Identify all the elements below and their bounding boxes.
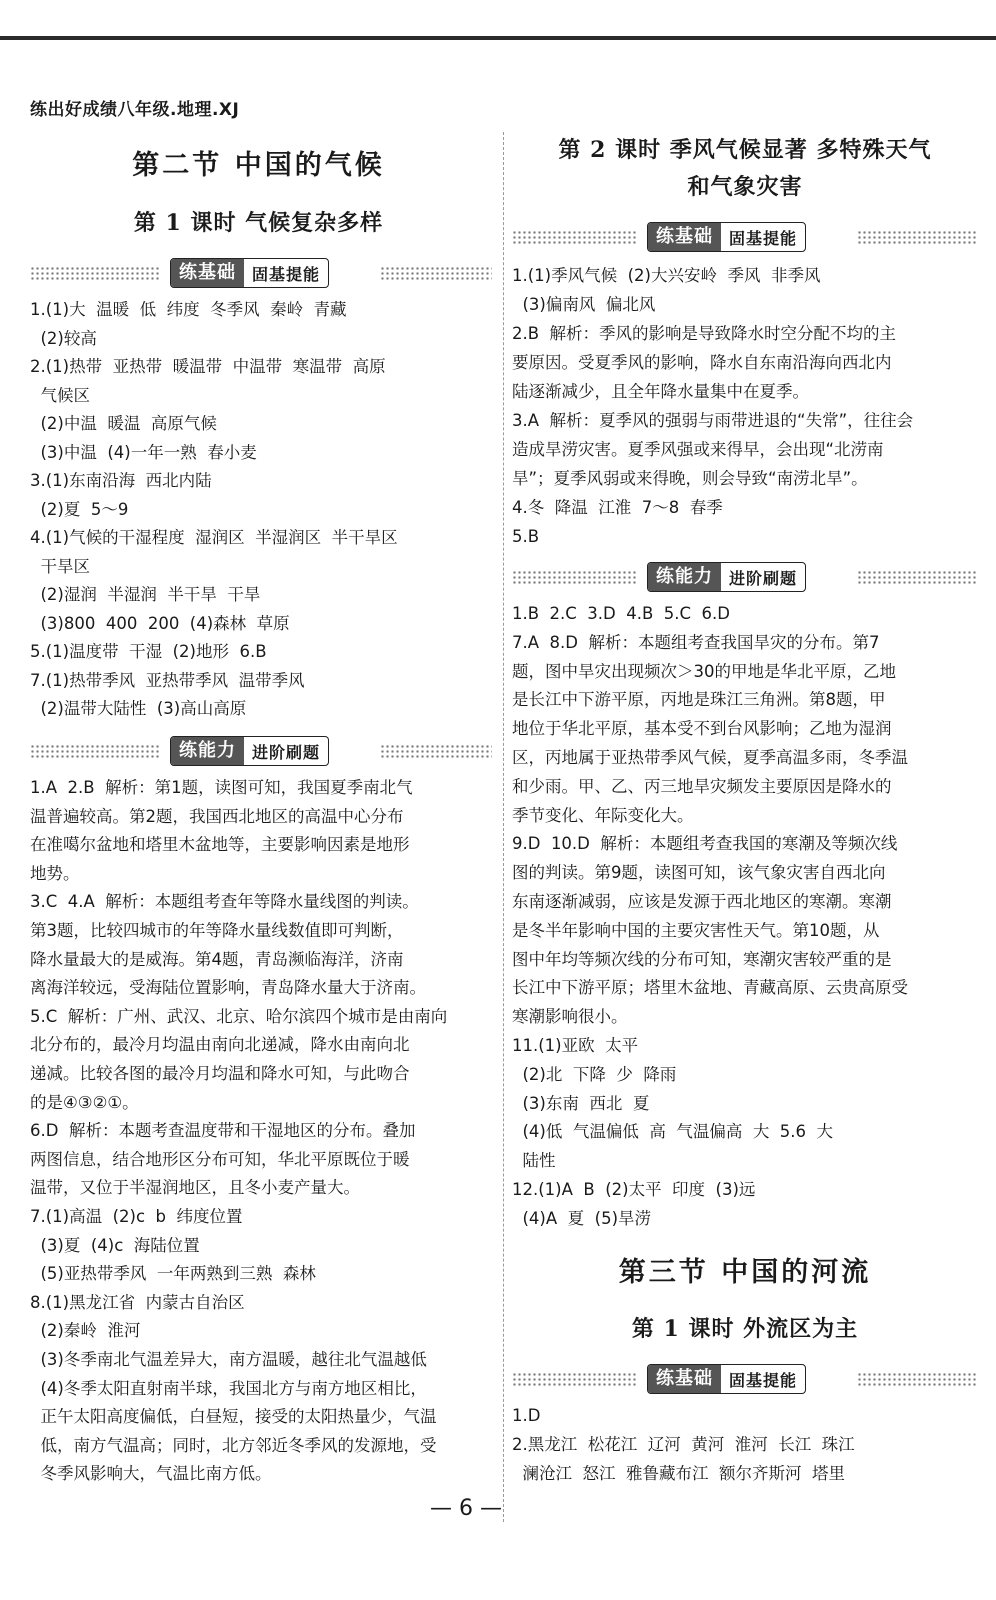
- band-key: 练基础: [648, 1365, 721, 1393]
- lesson-title: 第 1 课时 气候复杂多样: [133, 210, 384, 236]
- answer-line: (2)北 下降 少 降雨: [512, 1064, 677, 1084]
- band-tag: [647, 562, 806, 592]
- answer-line: 2.黑龙江 松花江 辽河 黄河 淮河 长江 珠江: [512, 1435, 855, 1454]
- section-title-3: 第三节 中国的河流: [618, 1257, 872, 1288]
- answer-line: 寒潮影响很小。: [512, 1007, 628, 1027]
- dot-fill-left: [512, 1372, 637, 1386]
- dot-fill-left: [30, 744, 160, 758]
- answer-line: 澜沧江 怒江 雅鲁藏布江 额尔齐斯河 塔里: [512, 1464, 845, 1483]
- answer-line: 1.(1)大 温暖 低 纬度 冬季风 秦岭 青藏: [30, 300, 347, 319]
- answer-line: 的是④③②①。: [30, 1092, 139, 1112]
- column-divider: [503, 132, 504, 1522]
- answer-line: 北分布的，最冷月均温由南向北递减，降水由南向北: [30, 1035, 410, 1055]
- answer-line: 11.(1)亚欧 太平: [512, 1036, 639, 1055]
- answer-line: 陆性: [512, 1151, 556, 1171]
- answer-line: (3)夏 (4)c 海陆位置: [30, 1235, 200, 1255]
- band-key: 练能力: [171, 737, 244, 765]
- answer-line: (3)中温 (4)一年一熟 春小麦: [30, 442, 257, 462]
- answer-line: 3.C 4.A 解析：本题组考查年等降水量线图的判读。: [30, 892, 419, 912]
- answer-line: 气候区: [30, 385, 90, 405]
- dot-fill-left: [512, 230, 637, 244]
- band-sub: 进阶刷题: [729, 568, 798, 588]
- band-ability-2: [512, 562, 982, 592]
- answer-line: 6.D 解析：本题考查温度带和干湿地区的分布。叠加: [30, 1121, 416, 1141]
- band-tag: [647, 1364, 806, 1394]
- band-ability: [30, 736, 492, 766]
- answer-line: 7.(1)热带季风 亚热带季风 温带季风: [30, 670, 305, 690]
- answer-line: (2)夏 5～9: [30, 499, 129, 519]
- answer-line: 5.C 解析：广州、武汉、北京、哈尔滨四个城市是由南向: [30, 1006, 448, 1026]
- answer-line: 3.A 解析：夏季风的强弱与雨带进退的“失常”，往往会: [512, 411, 914, 430]
- answer-line: 干旱区: [30, 556, 90, 576]
- lesson-title-3: 第 1 课时 外流区为主: [631, 1316, 859, 1342]
- answer-line: (4)A 夏 (5)旱涝: [512, 1208, 652, 1228]
- answer-line: 9.D 10.D 解析：本题组考查我国的寒潮及等频次线: [512, 834, 898, 854]
- answer-line: 造成旱涝灾害。夏季风强或来得早，会出现“北涝南: [512, 440, 884, 459]
- answer-line: 降水量最大的是威海。第4题，青岛濒临海洋，济南: [30, 949, 404, 969]
- dot-fill-right: [857, 230, 977, 244]
- top-rule: [0, 36, 996, 40]
- answer-line: 12.(1)A B (2)太平 印度 (3)远: [512, 1180, 756, 1199]
- answer-line: (3)800 400 200 (4)森林 草原: [30, 613, 290, 633]
- answer-line: 地位于华北平原，基本受不到台风影响；乙地为湿润: [512, 719, 892, 739]
- answer-line: (4)低 气温偏低 高 气温偏高 大 5.6 大: [512, 1122, 834, 1142]
- band-sub: 固基提能: [252, 264, 321, 284]
- answer-line: 冬季风影响大，气温比南方低。: [30, 1464, 272, 1484]
- lesson-title-2-line1: 第 2 课时 季风气候显著 多特殊天气: [558, 137, 932, 163]
- answer-line: (4)冬季太阳直射南半球，我国北方与南方地区相比，: [30, 1378, 427, 1398]
- answer-line: (2)温带大陆性 (3)高山高原: [30, 699, 247, 718]
- answer-line: (2)湿润 半湿润 半干旱 干旱: [30, 585, 261, 604]
- lesson-title-2-line2: 和气象灾害: [687, 174, 803, 200]
- answer-line: (2)中温 暖温 高原气候: [30, 414, 217, 433]
- answer-line: 季节变化、年际变化大。: [512, 805, 694, 825]
- answer-line: 是冬半年影响中国的主要灾害性天气。第10题，从: [512, 920, 880, 940]
- answer-line: 1.B 2.C 3.D 4.B 5.C 6.D: [512, 604, 730, 623]
- answer-line: (2)较高: [30, 328, 97, 348]
- band-key: 练基础: [171, 259, 244, 287]
- band-tag: [170, 736, 329, 766]
- answer-line: (5)亚热带季风 一年两熟到三熟 森林: [30, 1264, 316, 1284]
- band-basic: [30, 258, 492, 288]
- dot-fill-right: [380, 266, 492, 280]
- answer-line: (3)东南 西北 夏: [512, 1093, 650, 1113]
- answer-line: 两图信息，结合地形区分布可知，华北平原既位于暖: [30, 1149, 410, 1169]
- answer-line: 题，图中旱灾出现频次＞30的甲地是华北平原，乙地: [512, 661, 896, 681]
- answer-line: 5.(1)温度带 干湿 (2)地形 6.B: [30, 642, 267, 661]
- dot-fill-right: [857, 1372, 977, 1386]
- band-key: 练能力: [648, 563, 721, 591]
- answer-line: 图的判读。第9题，读图可知，该气象灾害自西北向: [512, 863, 886, 883]
- answer-line: 温普遍较高。第2题，我国西北地区的高温中心分布: [30, 806, 404, 826]
- answer-line: 旱”；夏季风弱或来得晚，则会导致“南涝北旱”。: [512, 469, 868, 488]
- answer-line: 温带，又位于半湿润地区，且冬小麦产量大。: [30, 1178, 360, 1198]
- answer-line: 5.B: [512, 527, 540, 546]
- answer-line: 2.B 解析：季风的影响是导致降水时空分配不均的主: [512, 324, 897, 343]
- answer-line: 7.A 8.D 解析：本题组考查我国旱灾的分布。第7: [512, 632, 880, 652]
- band-tag: [647, 222, 806, 252]
- band-sub: 进阶刷题: [252, 742, 321, 762]
- band-sub: 固基提能: [729, 1370, 798, 1390]
- answer-line: 和少雨。甲、乙、丙三地旱灾频发主要原因是降水的: [512, 776, 892, 796]
- answer-line: 3.(1)东南沿海 西北内陆: [30, 471, 212, 490]
- answer-line: 要原因。受夏季风的影响，降水自东南沿海向西北内: [512, 353, 892, 372]
- answer-line: 第3题，比较四城市的年等降水量线数值即可判断，: [30, 921, 404, 940]
- answer-line: 在准噶尔盆地和塔里木盆地等，主要影响因素是地形: [30, 835, 410, 855]
- dot-fill-left: [30, 266, 160, 280]
- band-key: 练基础: [648, 223, 721, 251]
- answer-line: 离海洋较远，受海陆位置影响，青岛降水量大于济南。: [30, 978, 426, 998]
- dot-fill-right: [857, 570, 977, 584]
- answer-line: 8.(1)黑龙江省 内蒙古自治区: [30, 1292, 245, 1312]
- answer-line: 陆逐渐减少，且全年降水量集中在夏季。: [512, 382, 809, 401]
- answer-line: 4.(1)气候的干湿程度 湿润区 半湿润区 半干旱区: [30, 528, 398, 547]
- answer-line: (2)秦岭 淮河: [30, 1321, 141, 1341]
- book-header: 练出好成绩八年级.地理.XJ: [30, 100, 240, 120]
- answer-line: 低，南方气温高；同时，北方邻近冬季风的发源地，受: [30, 1435, 437, 1455]
- answer-line: 长江中下游平原；塔里木盆地、青藏高原、云贵高原受: [512, 978, 908, 998]
- answer-line: 是长江中下游平原，丙地是珠江三角洲。第8题，甲: [512, 690, 886, 710]
- answer-line: 4.冬 降温 江淮 7～8 春季: [512, 498, 723, 517]
- band-basic-2: [512, 222, 982, 252]
- band-tag: [170, 258, 329, 288]
- answer-line: 2.(1)热带 亚热带 暖温带 中温带 寒温带 高原: [30, 357, 386, 376]
- band-basic-3: [512, 1364, 982, 1394]
- answer-line: 1.D: [512, 1406, 541, 1425]
- answer-line: 正午太阳高度偏低，白昼短，接受的太阳热量少，气温: [30, 1407, 437, 1427]
- answer-line: 7.(1)高温 (2)c b 纬度位置: [30, 1207, 243, 1226]
- answer-line: 1.A 2.B 解析：第1题，读图可知，我国夏季南北气: [30, 778, 413, 797]
- answer-line: 图中年均等频次线的分布可知，寒潮灾害较严重的是: [512, 949, 892, 969]
- answer-line: 地势。: [30, 863, 80, 883]
- dot-fill-right: [380, 744, 492, 758]
- page-number: — 6 —: [430, 1496, 502, 1521]
- answer-line: 递减。比较各图的最冷月均温和降水可知，与此吻合: [30, 1064, 410, 1083]
- answer-line: 1.(1)季风气候 (2)大兴安岭 季风 非季风: [512, 266, 821, 285]
- dot-fill-left: [512, 570, 637, 584]
- answer-line: (3)偏南风 偏北风: [512, 295, 656, 314]
- section-title: 第二节 中国的气候: [132, 150, 385, 181]
- answer-line: (3)冬季南北气温差异大，南方温暖，越往北气温越低: [30, 1350, 427, 1369]
- band-sub: 固基提能: [729, 228, 798, 248]
- answer-line: 东南逐渐减弱，应该是发源于西北地区的寒潮。寒潮: [512, 892, 892, 911]
- answer-line: 区，丙地属于亚热带季风气候，夏季高温多雨，冬季温: [512, 748, 908, 767]
